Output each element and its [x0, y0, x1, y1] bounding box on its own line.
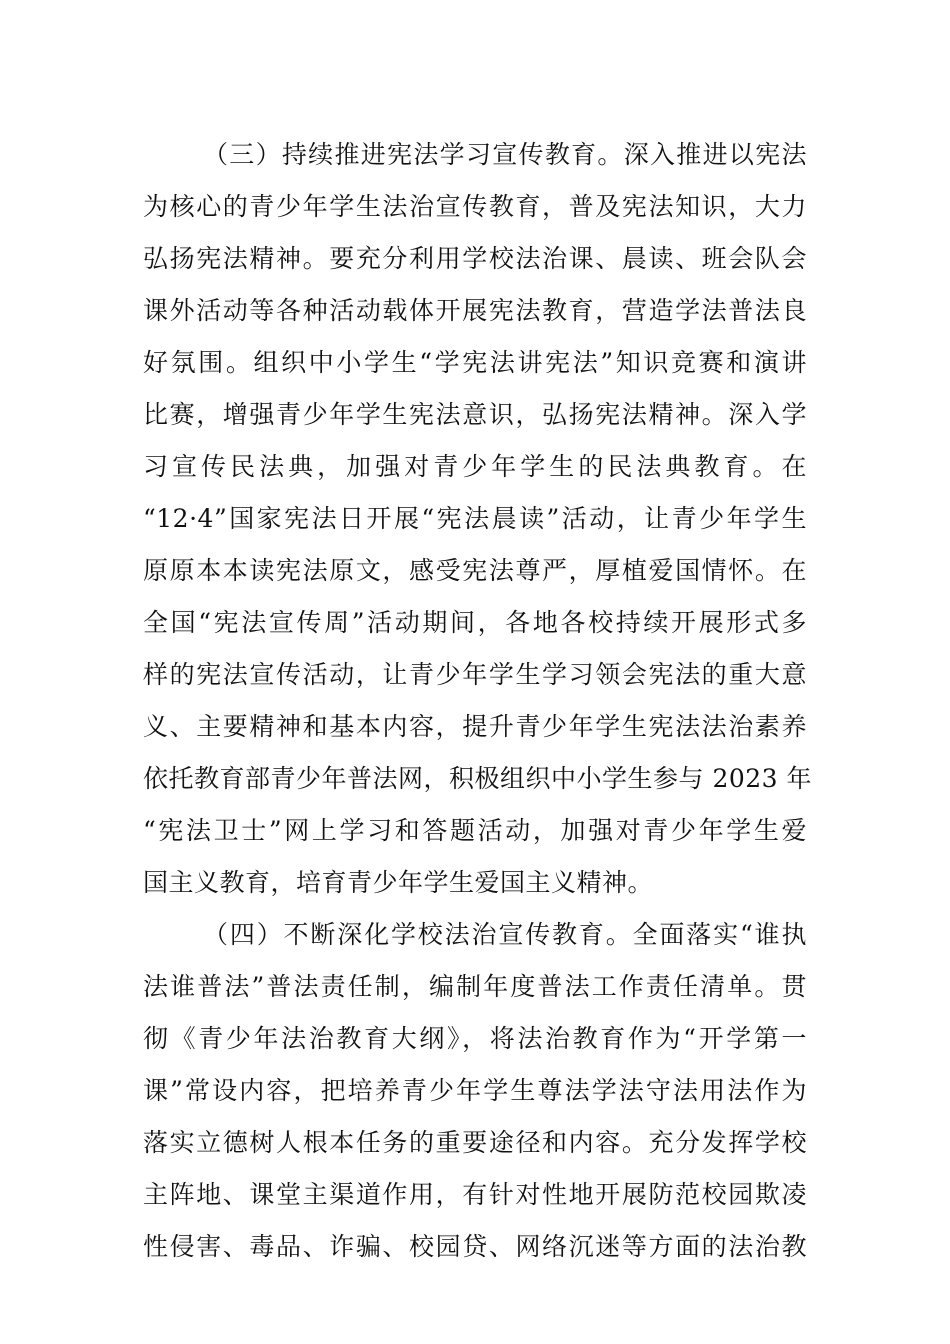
paragraph-line: “宪法卫士”网上学习和答题活动，加强对青少年学生爱	[143, 816, 807, 845]
paragraph-line: 弘扬宪法精神。要充分利用学校法治课、晨读、班会队会	[143, 244, 807, 273]
paragraph-line: （四）不断深化学校法治宣传教育。全面落实“谁执	[203, 920, 807, 949]
paragraph-line: 性侵害、毒品、诈骗、校园贷、网络沉迷等方面的法治教	[143, 1232, 807, 1261]
paragraph-line: 样的宪法宣传活动，让青少年学生学习领会宪法的重大意	[143, 660, 807, 689]
paragraph-line: 国主义教育，培育青少年学生爱国主义精神。	[143, 868, 654, 897]
paragraph-line: 好氛围。组织中小学生“学宪法讲宪法”知识竞赛和演讲	[143, 348, 807, 377]
paragraph-line: 主阵地、课堂主渠道作用，有针对性地开展防范校园欺凌	[143, 1180, 807, 1209]
paragraph-line: （三）持续推进宪法学习宣传教育。深入推进以宪法	[203, 140, 807, 169]
paragraph-line: 法谁普法”普法责任制，编制年度普法工作责任清单。贯	[143, 972, 807, 1001]
paragraph-line: 全国“宪法宣传周”活动期间，各地各校持续开展形式多	[143, 608, 807, 637]
paragraph-line: 比赛，增强青少年学生宪法意识，弘扬宪法精神。深入学	[143, 400, 807, 429]
paragraph-line: 义、主要精神和基本内容，提升青少年学生宪法法治素养	[143, 712, 807, 741]
paragraph-line: “12·4”国家宪法日开展“宪法晨读”活动，让青少年学生	[143, 504, 807, 533]
paragraph-line: 课”常设内容，把培养青少年学生尊法学法守法用法作为	[143, 1076, 807, 1105]
paragraph-line: 课外活动等各种活动载体开展宪法教育，营造学法普法良	[143, 296, 807, 325]
paragraph-line: 习宣传民法典，加强对青少年学生的民法典教育。在	[143, 452, 807, 481]
paragraph-line: 依托教育部青少年普法网，积极组织中小学生参与 2023 年	[143, 764, 813, 793]
paragraph-line: 原原本本读宪法原文，感受宪法尊严，厚植爱国情怀。在	[143, 556, 807, 585]
paragraph-line: 落实立德树人根本任务的重要途径和内容。充分发挥学校	[143, 1128, 807, 1157]
paragraph-line: 彻《青少年法治教育大纲》，将法治教育作为“开学第一	[143, 1024, 807, 1053]
paragraph-line: 为核心的青少年学生法治宣传教育，普及宪法知识，大力	[143, 192, 807, 221]
